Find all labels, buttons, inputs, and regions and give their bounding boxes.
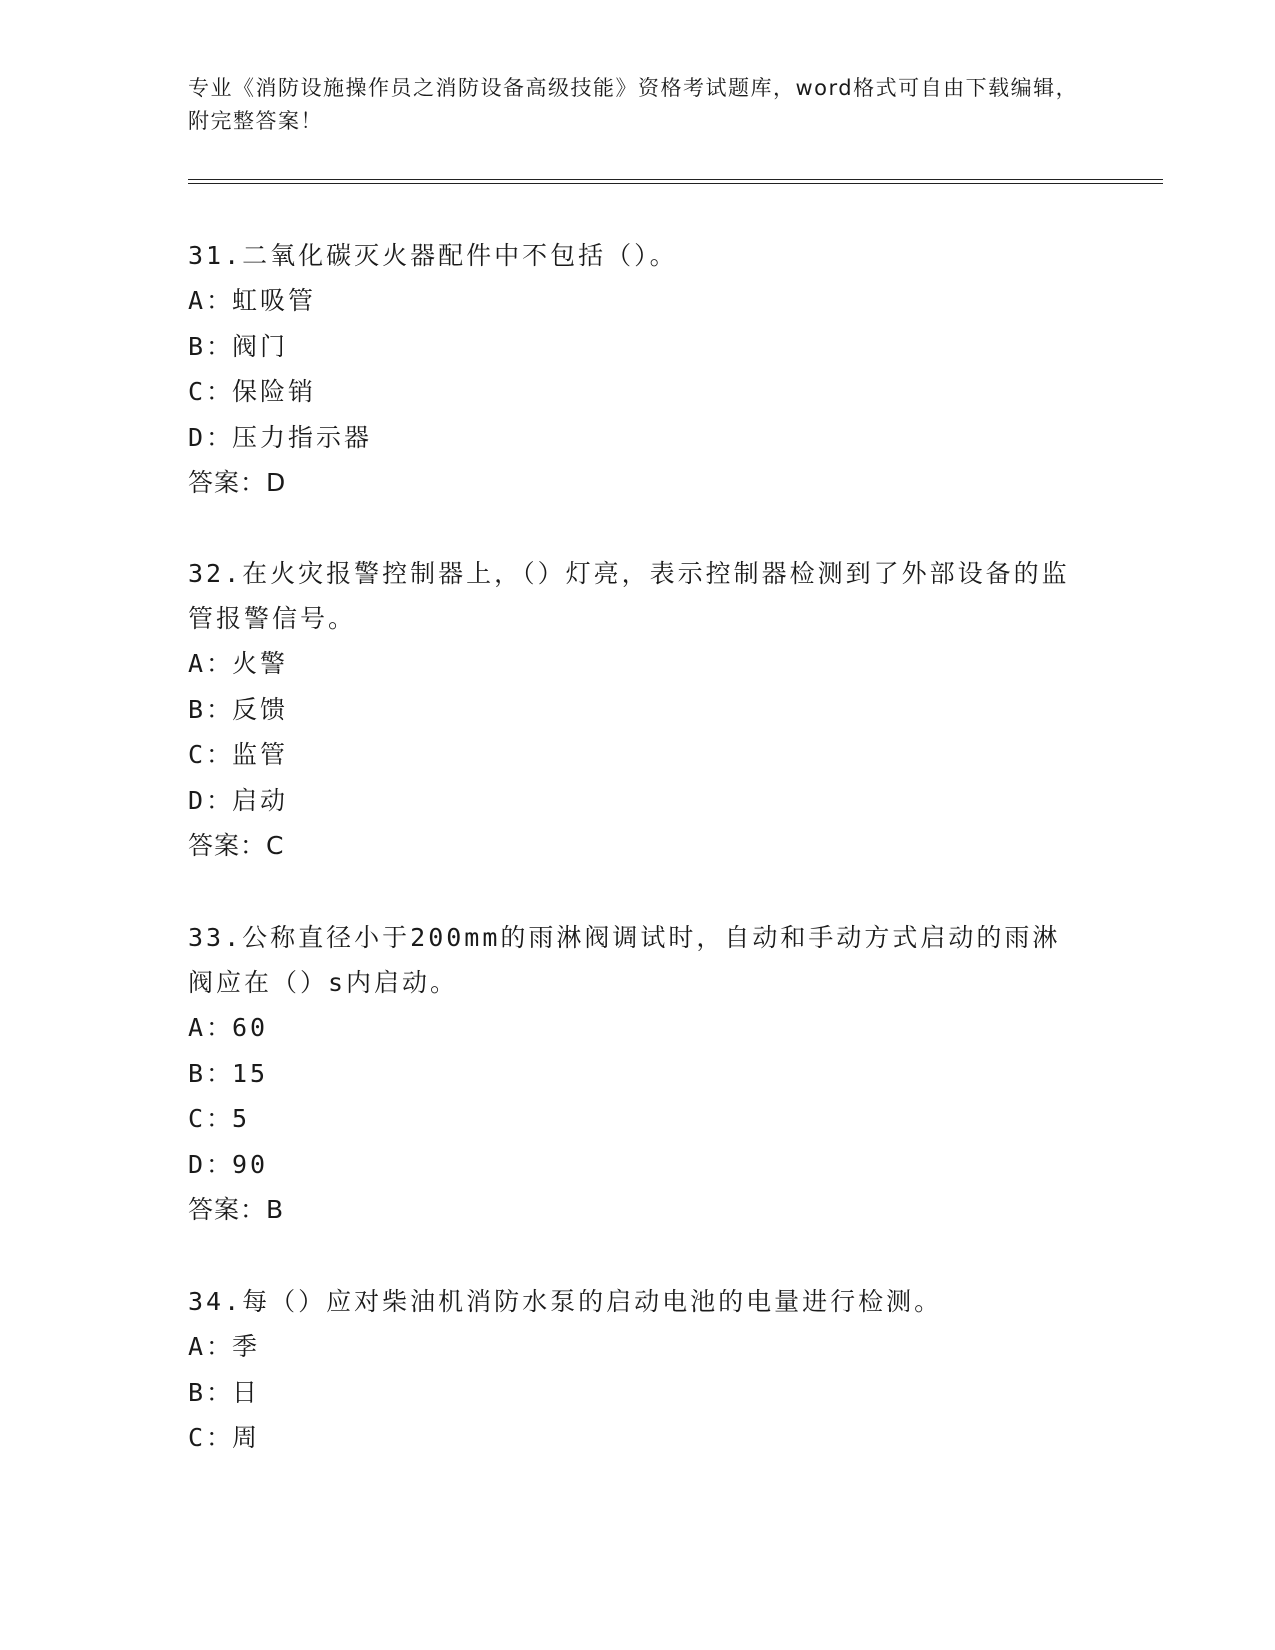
option-key: C：: [188, 377, 235, 406]
option-text: 季: [232, 1332, 261, 1361]
question-stem: 33.公称直径小于200mm的雨淋阀调试时，自动和手动方式启动的雨淋阀应在（）s内启动。: [188, 923, 1061, 997]
question-32: [188, 551, 1088, 868]
option-text: 启动: [232, 785, 289, 815]
option-key: A：: [188, 1332, 235, 1361]
question-31: [188, 233, 1088, 505]
option-key: B：: [188, 331, 235, 361]
option-text: 反馈: [232, 694, 289, 724]
option-c: [188, 369, 1088, 415]
option-text: 虹吸管: [232, 286, 317, 315]
option-key: A：: [188, 1013, 235, 1042]
option-key: D：: [188, 785, 235, 815]
option-key: C：: [188, 1423, 235, 1452]
question-33: [188, 915, 1088, 1232]
option-c: [188, 1415, 1088, 1461]
option-text: 15: [232, 1058, 269, 1088]
option-text: 阀门: [232, 331, 289, 361]
question-stem: 31.二氧化碳灭火器配件中不包括（）。: [188, 241, 678, 270]
option-text: 90: [232, 1149, 269, 1179]
header-divider-bottom: [188, 183, 1163, 184]
option-d: [188, 778, 1088, 824]
option-key: A：: [188, 286, 235, 315]
answer: 答案：D: [188, 468, 287, 497]
option-text: 5: [232, 1104, 251, 1133]
header-divider-top: [188, 179, 1163, 180]
option-a: [188, 278, 1088, 324]
option-text: 监管: [232, 740, 289, 769]
option-text: 火警: [232, 649, 289, 678]
option-d: [188, 415, 1088, 461]
option-text: 日: [232, 1377, 261, 1407]
option-text: 周: [232, 1423, 261, 1452]
option-a: [188, 641, 1088, 687]
option-a: [188, 1005, 1088, 1051]
option-key: D：: [188, 1149, 235, 1179]
option-text: 压力指示器: [232, 422, 373, 452]
answer: 答案：C: [188, 831, 285, 860]
option-c: [188, 1096, 1088, 1142]
option-text: 保险销: [232, 377, 317, 406]
option-key: B：: [188, 1058, 235, 1088]
option-b: [188, 1051, 1088, 1097]
option-text: 60: [232, 1013, 269, 1042]
document-header: 专业《消防设施操作员之消防设备高级技能》资格考试题库，word格式可自由下载编辑，附完整答案！: [188, 76, 1079, 133]
option-d: [188, 1142, 1088, 1188]
option-key: B：: [188, 694, 235, 724]
option-key: C：: [188, 1104, 235, 1133]
option-key: C：: [188, 740, 235, 769]
option-c: [188, 732, 1088, 778]
option-b: [188, 687, 1088, 733]
option-b: [188, 324, 1088, 370]
option-key: A：: [188, 649, 235, 678]
question-stem: 32.在火灾报警控制器上，（）灯亮，表示控制器检测到了外部设备的监管报警信号。: [188, 559, 1070, 633]
option-key: B：: [188, 1377, 235, 1407]
option-b: [188, 1370, 1088, 1416]
question-34: [188, 1279, 1088, 1461]
answer: 答案：B: [188, 1195, 285, 1224]
option-a: [188, 1324, 1088, 1370]
option-key: D：: [188, 422, 235, 452]
question-stem: 34.每（）应对柴油机消防水泵的启动电池的电量进行检测。: [188, 1287, 943, 1316]
